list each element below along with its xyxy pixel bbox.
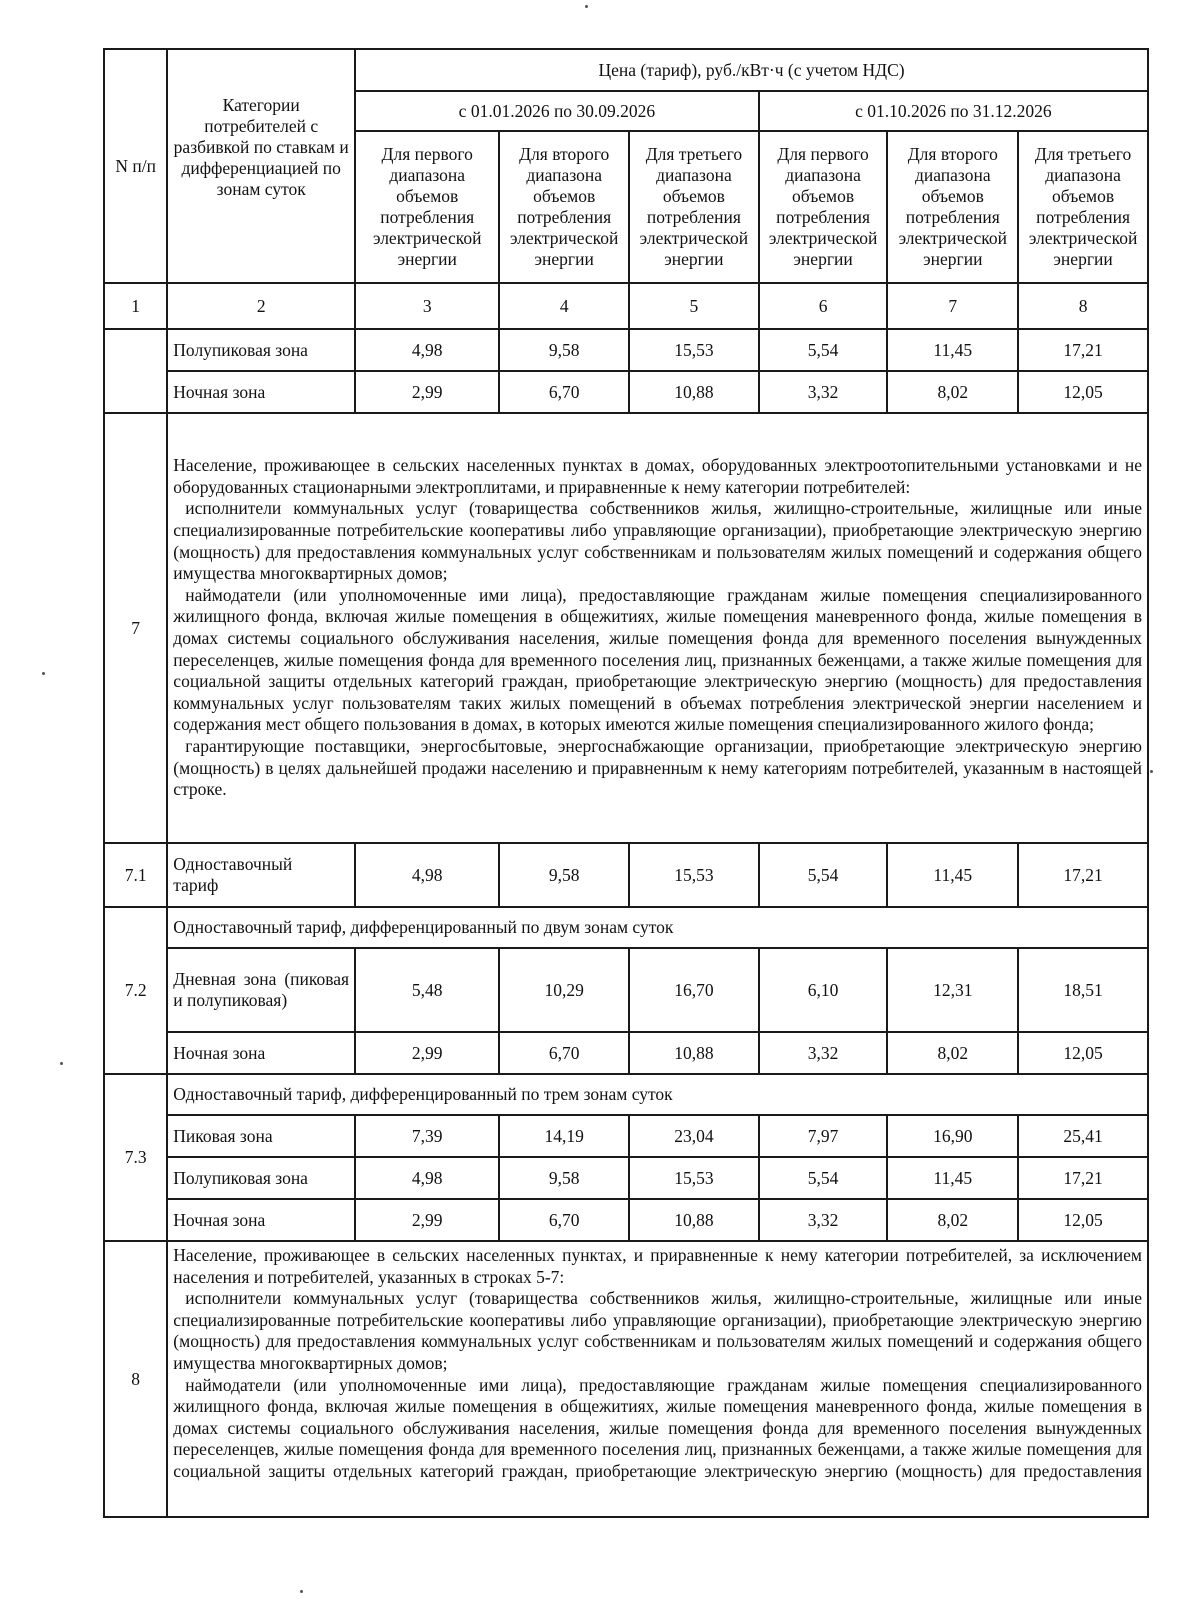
header-range-5: Для второго диапазона объемов потребления электрической энергии (887, 131, 1018, 283)
tariff-value: 4,98 (355, 329, 499, 371)
tariff-value: 2,99 (355, 371, 499, 413)
paragraph: Население, проживающее в сельских населенных пунктах в домах, оборудованных электроотопительными установками и не оборудованных стационарными электроплитами, и приравненные к нему категории потребителей: (173, 455, 1142, 497)
tariff-value: 16,90 (887, 1115, 1018, 1157)
header-range-3: Для третьего диапазона объемов потребления электрической энергии (629, 131, 759, 283)
col-number: 2 (167, 283, 355, 329)
tariff-value: 6,70 (499, 371, 629, 413)
header-price-title: Цена (тариф), руб./кВт·ч (с учетом НДС) (355, 49, 1148, 91)
tariff-value: 4,98 (355, 1157, 499, 1199)
column-numbers-row (104, 283, 1148, 329)
header-range-6: Для третьего диапазона объемов потребления электрической энергии (1018, 131, 1148, 283)
zone-label: Ночная зона (167, 371, 355, 413)
tariff-value: 11,45 (887, 1157, 1018, 1199)
tariff-value: 6,70 (499, 1032, 629, 1074)
table-row (104, 1199, 1148, 1241)
tariff-value: 9,58 (499, 1157, 629, 1199)
tariff-value: 9,58 (499, 329, 629, 371)
tariff-value: 12,05 (1018, 1199, 1148, 1241)
table-row (104, 1032, 1148, 1074)
table-row (104, 1157, 1148, 1199)
tariff-value: 10,88 (629, 1032, 759, 1074)
section-7-row (104, 413, 1148, 843)
tariff-value: 12,05 (1018, 371, 1148, 413)
table-row (104, 843, 1148, 907)
col-number: 1 (104, 283, 167, 329)
scan-speck (585, 5, 588, 8)
zone-label: Полупиковая зона (167, 329, 355, 371)
tariff-value: 3,32 (759, 1032, 888, 1074)
paragraph: исполнители коммунальных услуг (товарищества собственников жилья, жилищно-строительные, жилищные или иные специализированные потребительские кооперативы либо управляющие организации), приобретающие электрическую энергию (мощность) для предоставления коммунальных услуг собственникам и пользователям жилых помещений и содержания общего имущества многоквартирных домов; (173, 1288, 1142, 1373)
paragraph: наймодатели (или уполномоченные ими лица), предоставляющие гражданам жилые помещения специализированного жилищного фонда, включая жилые помещения в общежитиях, жилые помещения маневренного фонда, жилые помещения в домах системы социального обслуживания населения, жилые помещения фонда для временного поселения вынужденных переселенцев, жилые помещения фонда для временного поселения лиц, признанных беженцами, а также жилые помещения для социальной защиты отдельных категорий граждан, приобретающие электрическую энергию (мощность) для предоставления (173, 1374, 1142, 1481)
tariff-value: 18,51 (1018, 948, 1148, 1032)
row-number: 8 (104, 1241, 167, 1517)
section-8-description (167, 1241, 1148, 1517)
paragraph: исполнители коммунальных услуг (товарищества собственников жилья, жилищно-строительные, жилищные или иные специализированные потребительские кооперативы либо управляющие организации), приобретающие электрическую энергию (мощность) для предоставления коммунальных услуг собственникам и пользователям жилых помещений и содержания общего имущества многоквартирных домов; (173, 498, 1142, 584)
tariff-value: 3,32 (759, 371, 888, 413)
scan-speck (60, 1062, 63, 1065)
paragraph: наймодатели (или уполномоченные ими лица), предоставляющие гражданам жилые помещения специализированного жилищного фонда, включая жилые помещения в общежитиях, жилые помещения маневренного фонда, жилые помещения в домах системы социального обслуживания населения, жилые помещения фонда для временного поселения вынужденных переселенцев, жилые помещения фонда для временного поселения лиц, признанных беженцами, а также жилые помещения для социальной защиты отдельных категорий граждан, приобретающие электрическую энергию (мощность) для предоставления коммунальных услуг пользователям таких жилых помещений в объемах потребления электрической энергии населением и содержания мест общего пользования в домах, в которых имеются жилые помещения специализированного жилого фонда; (173, 584, 1142, 735)
tariff-value: 16,70 (629, 948, 759, 1032)
tariff-label: Одноставочный тариф (167, 843, 355, 907)
col-number: 7 (887, 283, 1018, 329)
tariff-value: 25,41 (1018, 1115, 1148, 1157)
header-range-2: Для второго диапазона объемов потребления электрической энергии (499, 131, 629, 283)
tariff-value: 6,10 (759, 948, 888, 1032)
scan-speck (42, 672, 45, 675)
tariff-value: 5,54 (759, 843, 888, 907)
tariff-value: 11,45 (887, 329, 1018, 371)
section-7-description (167, 413, 1148, 843)
table-row (104, 1115, 1148, 1157)
tariff-value: 15,53 (629, 1157, 759, 1199)
zone-label: Полупиковая зона (167, 1157, 355, 1199)
tariff-value: 5,54 (759, 329, 888, 371)
col-number: 5 (629, 283, 759, 329)
tariff-value: 23,04 (629, 1115, 759, 1157)
scan-speck (300, 1590, 303, 1593)
table-row (104, 907, 1148, 948)
col-number: 4 (499, 283, 629, 329)
section-8-row (104, 1241, 1148, 1517)
tariff-value: 3,32 (759, 1199, 888, 1241)
row-number: 7.2 (104, 907, 167, 1074)
tariff-value: 5,54 (759, 1157, 888, 1199)
tariff-value: 17,21 (1018, 1157, 1148, 1199)
tariff-value: 10,29 (499, 948, 629, 1032)
row-number: 7 (104, 413, 167, 843)
tariff-value: 10,88 (629, 371, 759, 413)
table-row (104, 329, 1148, 371)
header-range-1: Для первого диапазона объемов потребления электрической энергии (355, 131, 499, 283)
header-num: N п/п (104, 49, 167, 283)
subsection-title: Одноставочный тариф, дифференцированный по двум зонам суток (167, 907, 1148, 948)
tariff-value: 15,53 (629, 329, 759, 371)
tariff-value: 2,99 (355, 1199, 499, 1241)
tariff-value: 10,88 (629, 1199, 759, 1241)
col-number: 3 (355, 283, 499, 329)
scan-speck (1150, 770, 1153, 773)
header-range-4: Для первого диапазона объемов потребления электрической энергии (759, 131, 888, 283)
table-row (104, 1074, 1148, 1115)
table-row (104, 371, 1148, 413)
empty-num-cell (104, 329, 167, 413)
zone-label: Ночная зона (167, 1032, 355, 1074)
header-period-1: с 01.01.2026 по 30.09.2026 (355, 91, 759, 131)
header-period-2: с 01.10.2026 по 31.12.2026 (759, 91, 1148, 131)
tariff-value: 17,21 (1018, 843, 1148, 907)
tariff-value: 12,05 (1018, 1032, 1148, 1074)
row-number: 7.1 (104, 843, 167, 907)
paragraph: гарантирующие поставщики, энергосбытовые, энергоснабжающие организации, приобретающие электрическую энергию (мощность) в целях дальнейшей продажи населению и приравненным к нему категориям потребителей, указанным в настоящей строке. (173, 735, 1142, 800)
zone-label: Дневная зона (пиковая и полупиковая) (167, 948, 355, 1032)
subsection-title: Одноставочный тариф, дифференцированный по трем зонам суток (167, 1074, 1148, 1115)
tariff-value: 7,39 (355, 1115, 499, 1157)
col-number: 6 (759, 283, 888, 329)
tariff-value: 15,53 (629, 843, 759, 907)
tariff-value: 8,02 (887, 371, 1018, 413)
row-number: 7.3 (104, 1074, 167, 1241)
zone-label: Пиковая зона (167, 1115, 355, 1157)
tariff-value: 17,21 (1018, 329, 1148, 371)
tariff-value: 9,58 (499, 843, 629, 907)
table-row (104, 948, 1148, 1032)
zone-label: Ночная зона (167, 1199, 355, 1241)
tariff-value: 6,70 (499, 1199, 629, 1241)
col-number: 8 (1018, 283, 1148, 329)
tariff-value: 8,02 (887, 1032, 1018, 1074)
tariff-table (103, 48, 1149, 1518)
tariff-value: 7,97 (759, 1115, 888, 1157)
tariff-value: 14,19 (499, 1115, 629, 1157)
tariff-value: 11,45 (887, 843, 1018, 907)
paragraph: Население, проживающее в сельских населенных пунктах, и приравненные к нему категории потребителей, за исключением населения и потребителей, указанных в строках 5-7: (173, 1245, 1142, 1287)
header-category: Категории потребителей с разбивкой по ставкам и дифференциацией по зонам суток (167, 49, 355, 283)
tariff-value: 8,02 (887, 1199, 1018, 1241)
tariff-value: 2,99 (355, 1032, 499, 1074)
tariff-value: 5,48 (355, 948, 499, 1032)
tariff-value: 12,31 (887, 948, 1018, 1032)
tariff-value: 4,98 (355, 843, 499, 907)
